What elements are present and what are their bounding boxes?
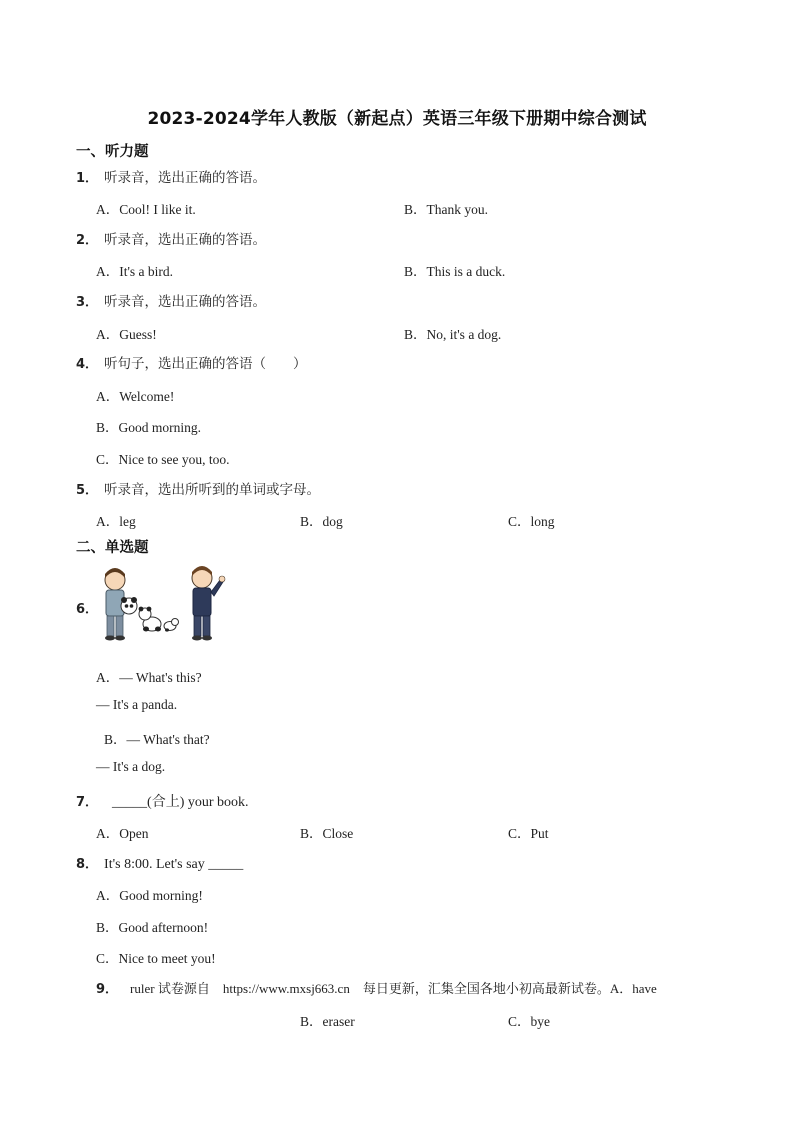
option-b-line2: — It's a dog. — [96, 759, 166, 774]
section-listening-heading: 一、听力题 — [76, 144, 149, 160]
question-number: 8． — [76, 857, 99, 872]
option-b: B．This is a duck. — [404, 264, 506, 279]
question-number: 5． — [76, 483, 99, 498]
section-single-choice-heading: 二、单选题 — [76, 540, 149, 556]
question-2 — [76, 228, 266, 249]
option-a: A．It's a bird. — [96, 264, 174, 279]
option-a: A．leg — [96, 514, 136, 529]
option-c: C．long — [508, 514, 555, 529]
question-number: 7． — [76, 795, 99, 810]
question-9 — [96, 978, 657, 998]
question-7 — [76, 791, 249, 811]
option-a: A．Open — [96, 826, 149, 841]
question-text: _____(合上) your book. — [112, 795, 249, 810]
question-text: 听句子，选出正确的答语（ ） — [104, 356, 307, 372]
option-c: C．Put — [508, 826, 549, 841]
option-a: A．Welcome! — [96, 389, 175, 404]
option-b: B．eraser — [300, 1014, 355, 1029]
question-4 — [76, 352, 307, 373]
option-a: A．Guess! — [96, 327, 157, 342]
question-text: It's 8:00. Let's say _____ — [104, 857, 244, 872]
page-title: 2023-2024学年人教版（新起点）英语三年级下册期中综合测试 — [147, 109, 647, 129]
option-b: B．Good afternoon! — [96, 920, 209, 935]
question-5 — [76, 478, 320, 499]
option-c: C．Nice to see you, too. — [96, 452, 230, 467]
question-3 — [76, 290, 266, 311]
question-number: 2． — [76, 233, 99, 248]
option-b: B．Close — [300, 826, 354, 841]
question-number: 3． — [76, 295, 99, 310]
option-b: B．No, it's a dog. — [404, 327, 502, 342]
option-c: C．bye — [508, 1014, 550, 1029]
question-number: 4． — [76, 357, 99, 372]
question-number: 1． — [76, 171, 99, 186]
question-text: 听录音，选出所听到的单词或字母。 — [104, 482, 321, 498]
option-b-line1: B．— What's that? — [104, 732, 210, 747]
question-8 — [76, 853, 243, 873]
question-text: 听录音，选出正确的答语。 — [104, 232, 267, 248]
option-c: C．Nice to meet you! — [96, 951, 216, 966]
option-b: B．Good morning. — [96, 420, 202, 435]
question-text: 听录音，选出正确的答语。 — [104, 170, 267, 186]
option-a-line2: — It's a panda. — [96, 697, 178, 712]
option-b: B．Thank you. — [404, 202, 488, 217]
boys-with-pandas-illustration — [98, 566, 228, 642]
question-number: 9． — [96, 982, 119, 997]
question-number: 6． — [76, 602, 99, 617]
question-text: ruler 试卷源自 https://www.mxsj663.cn 每日更新，汇集全国各地小初高最新试卷。A．have — [130, 981, 657, 996]
question-text: 听录音，选出正确的答语。 — [104, 294, 267, 310]
option-a-line1: A．— What's this? — [96, 670, 202, 685]
option-b: B．dog — [300, 514, 343, 529]
question-1 — [76, 166, 266, 187]
option-a: A．Cool! I like it. — [96, 202, 196, 217]
option-a: A．Good morning! — [96, 888, 203, 903]
